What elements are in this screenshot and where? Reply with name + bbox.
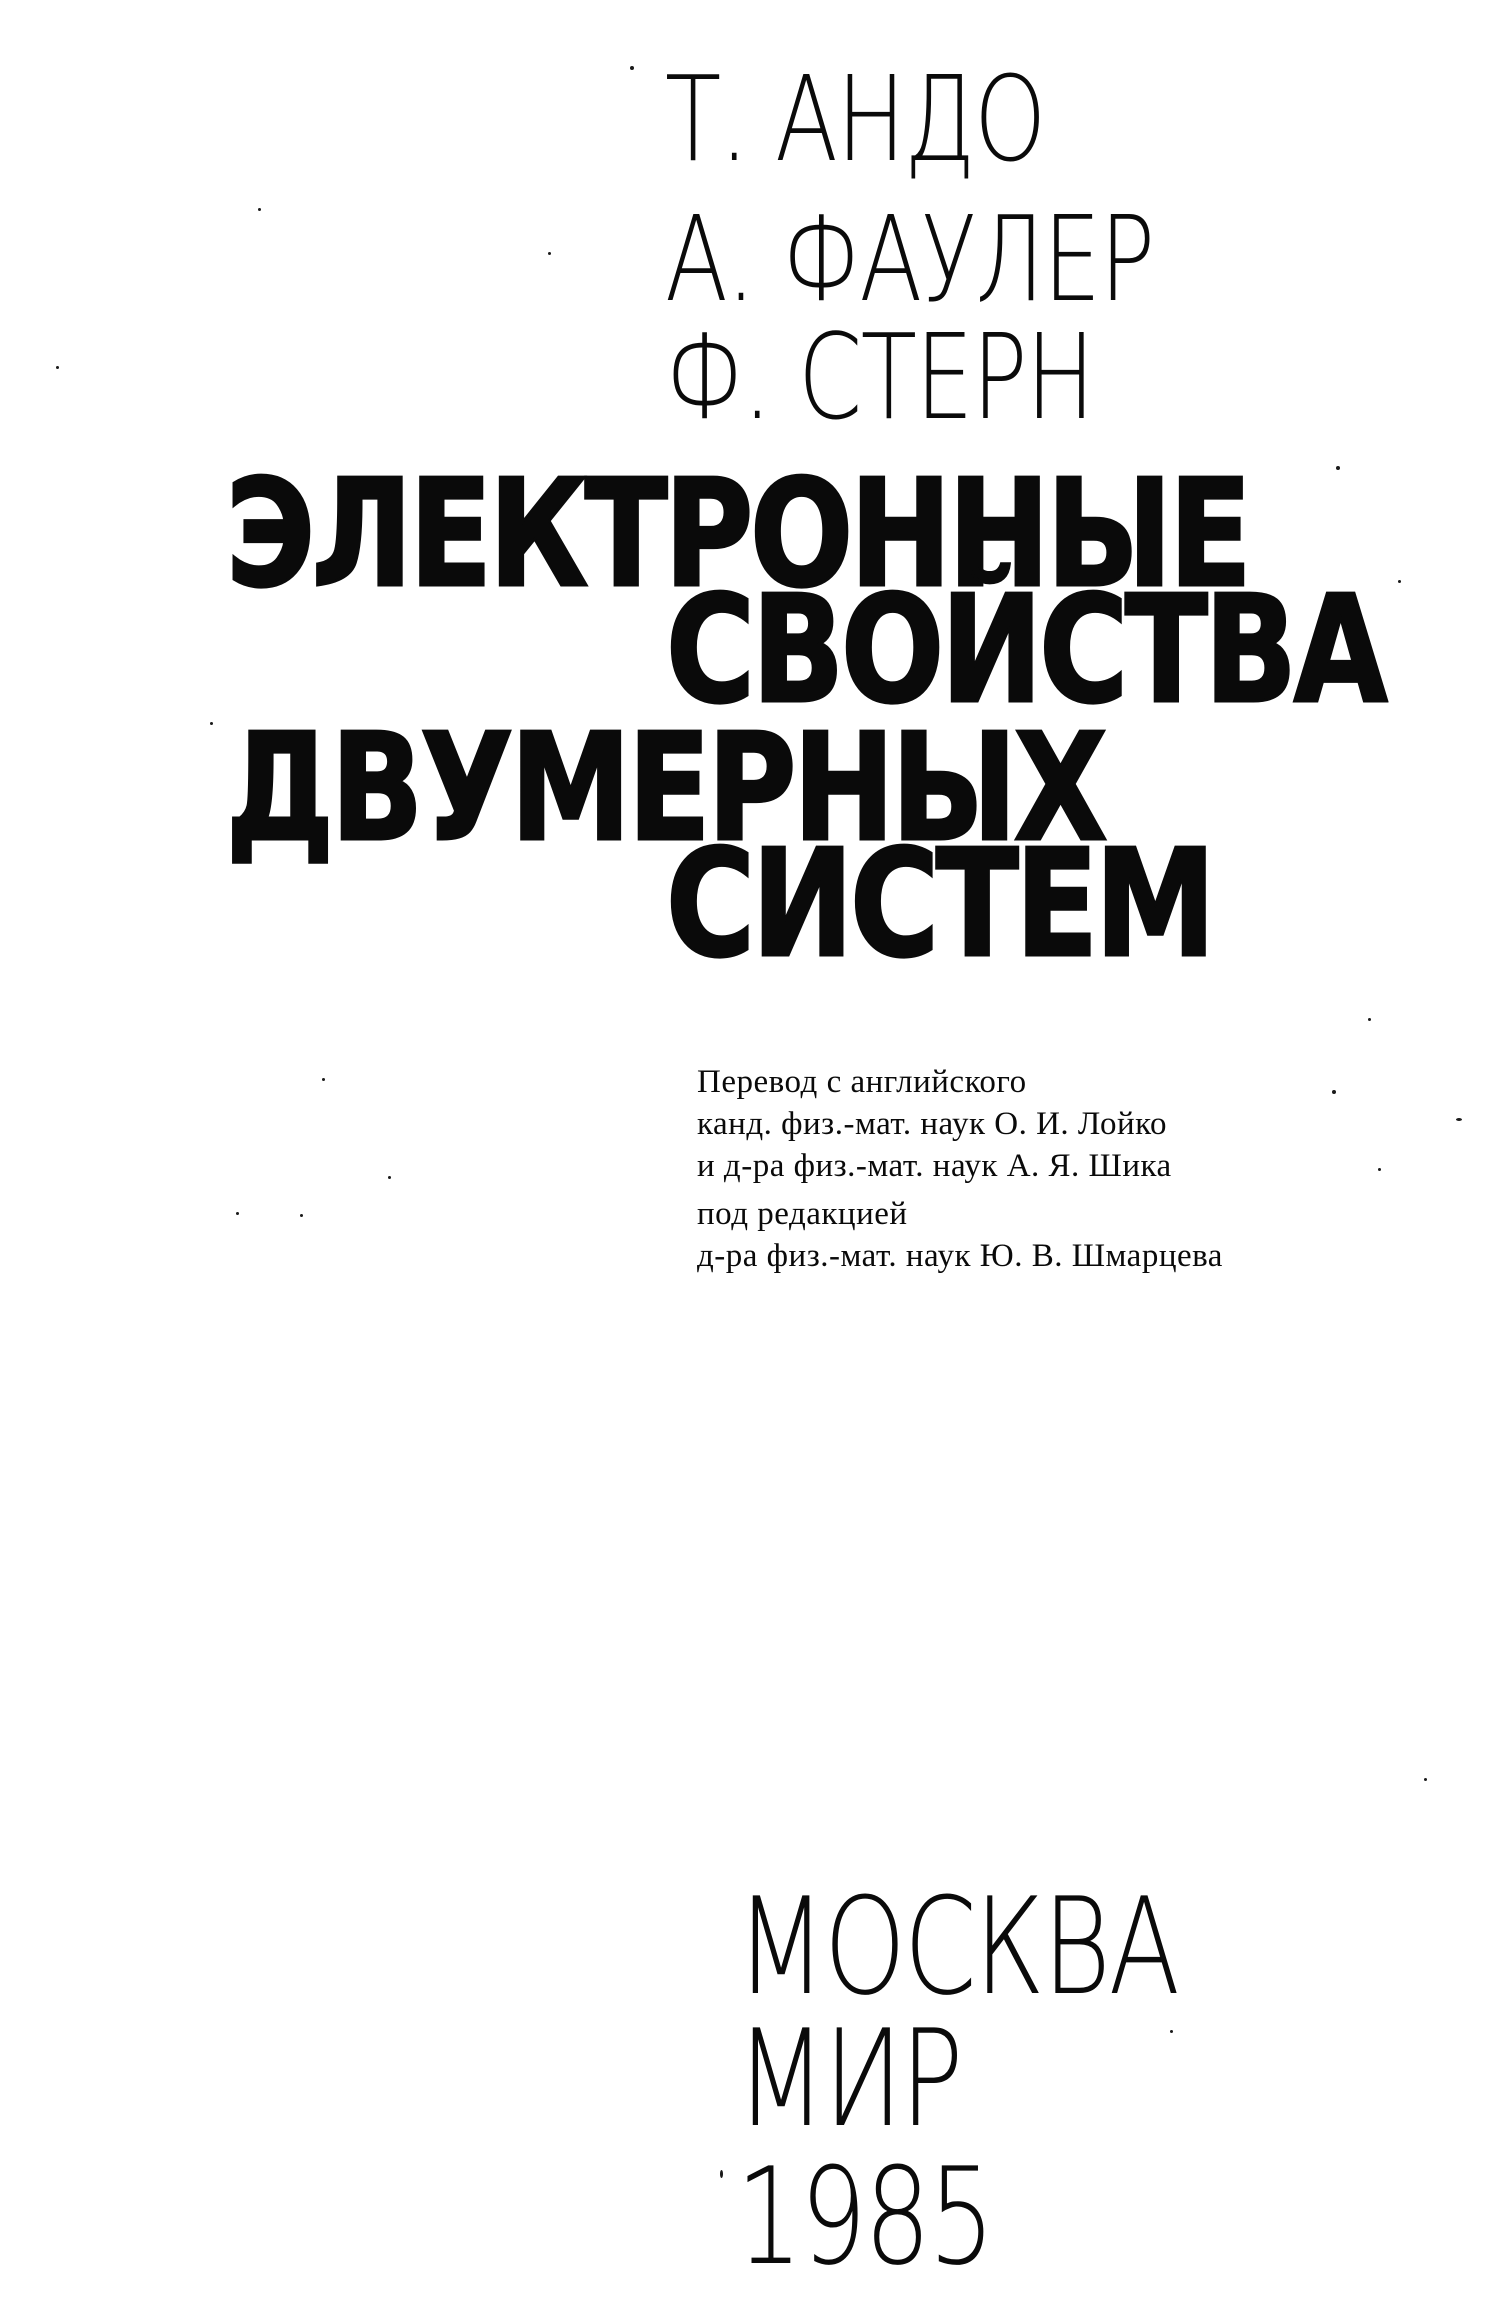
scan-speck	[1170, 2030, 1173, 2033]
scan-speck	[720, 2170, 723, 2178]
translator-shik: и д-ра физ.-мат. наук А. Я. Шика	[697, 1148, 1172, 1184]
imprint-year: 1985	[736, 2139, 993, 2295]
scan-speck	[1336, 466, 1340, 470]
scan-speck	[236, 1212, 239, 1215]
editor-shmartsev: д-ра физ.-мат. наук Ю. В. Шмарцева	[697, 1238, 1223, 1274]
book-title-line-4: СИСТЕМ	[666, 818, 1213, 990]
scan-speck	[1332, 1090, 1336, 1094]
scan-speck	[1424, 1778, 1427, 1781]
author-fowler: А. ФАУЛЕР	[665, 190, 1154, 328]
scan-speck	[1378, 1168, 1381, 1171]
scan-speck	[300, 1214, 303, 1217]
scan-speck	[56, 366, 59, 369]
scan-speck	[210, 722, 213, 725]
book-title-line-2: СВОЙСТВА	[666, 564, 1385, 736]
author-stern: Ф. СТЕРН	[665, 308, 1094, 446]
scan-speck	[258, 208, 261, 211]
scan-speck	[1368, 1018, 1371, 1021]
imprint-publisher: МИР	[736, 2001, 962, 2157]
scan-speck	[1398, 580, 1401, 583]
translation-note: Перевод с английского	[697, 1064, 1027, 1100]
book-title-line-3: ДВУМЕРНЫХ	[226, 702, 1105, 874]
scan-speck	[548, 252, 551, 255]
author-ando: Т. АНДО	[665, 50, 1045, 188]
translator-loiko: канд. физ.-мат. наук О. И. Лойко	[697, 1106, 1167, 1142]
book-title-line-1: ЭЛЕКТРОННЫЕ	[226, 448, 1249, 620]
scan-speck	[1456, 1118, 1462, 1121]
scan-speck	[322, 1078, 325, 1081]
scan-speck	[388, 1176, 391, 1179]
scan-speck	[630, 66, 634, 70]
imprint-city: МОСКВА	[736, 1869, 1178, 2025]
editor-note: под редакцией	[697, 1196, 908, 1232]
